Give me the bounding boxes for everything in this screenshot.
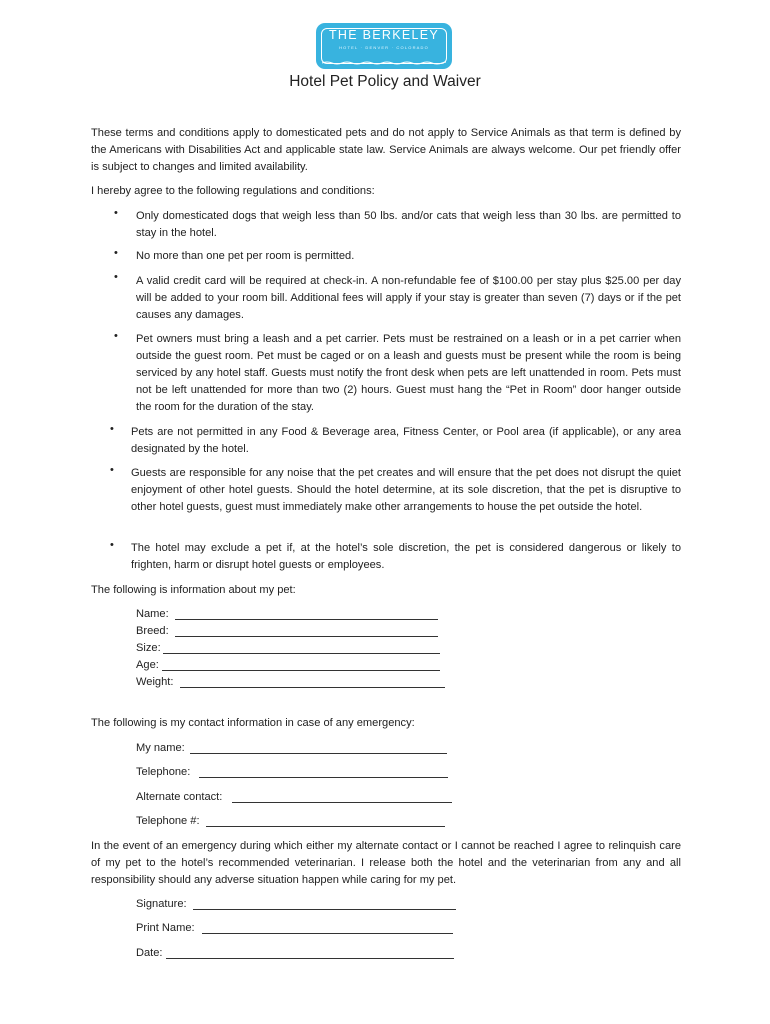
print-name-label: Print Name: (136, 922, 195, 934)
alternate-contact-field[interactable] (232, 802, 452, 803)
pet-weight-field[interactable] (180, 687, 445, 688)
pet-weight-label: Weight: (136, 676, 174, 688)
logo-name: THE BERKELEY (328, 28, 440, 42)
contact-info-heading: The following is my contact information in case of any emergency: (91, 717, 415, 729)
page-title: Hotel Pet Policy and Waiver (289, 73, 481, 90)
pet-size-label: Size: (136, 642, 161, 654)
hotel-logo (316, 23, 452, 69)
pet-info-heading: The following is information about my pet: (91, 584, 296, 596)
my-name-label: My name: (136, 742, 185, 754)
pet-name-field[interactable] (175, 619, 438, 620)
bullet-icon: • (110, 423, 114, 435)
pet-age-field[interactable] (162, 670, 440, 671)
date-field[interactable] (166, 958, 454, 959)
print-name-field[interactable] (202, 933, 453, 934)
bullet-icon: • (114, 330, 118, 342)
bullet-icon: • (110, 539, 114, 551)
agree-heading: I hereby agree to the following regulations and conditions: (91, 185, 375, 197)
pet-age-label: Age: (136, 659, 159, 671)
bullet-icon: • (114, 247, 118, 259)
intro-paragraph: These terms and conditions apply to domesticated pets and do not apply to Service Animals as that term is defined by the Americans with Disabilities Act and applicable state law. Service Animals are always welcome. Our pet friendly offer is subject to changes and limited availability. (91, 127, 681, 173)
pet-breed-field[interactable] (175, 636, 438, 637)
telephone-field[interactable] (199, 777, 448, 778)
rule-text: Pet owners must bring a leash and a pet carrier. Pets must be restrained on a leash or in a pet carrier when outside the guest room. Pet must be caged or on a leash and guests must be present while the room is being serviced by any hotel staff. Guests must notify the front desk when pets are left unattended in room. Pets must not be left unattended for more than two (2) hours. Guest must hang the “Pet in Room” door hanger outside the room for the duration of the stay. (136, 333, 681, 413)
telephone-label: Telephone: (136, 766, 191, 778)
alt-telephone-field[interactable] (206, 826, 445, 827)
rule-text: Guests are responsible for any noise that the pet creates and will ensure that the pet does not disrupt the quiet enjoyment of other hotel guests. Should the hotel determine, at its sole discretion, that the pet is disruptive to other hotel guests, guest must immediately make other arrangements to house the pet outside the hotel. (131, 467, 681, 513)
pet-breed-label: Breed: (136, 625, 169, 637)
emergency-paragraph: In the event of an emergency during which either my alternate contact or I cannot be reached I agree to relinquish care of my pet to the hotel’s recommended veterinarian. I release both the hotel and the veterinarian from any and all responsibility should any adverse situation happen while caring for my pet. (91, 840, 681, 886)
pet-size-field[interactable] (163, 653, 440, 654)
rule-text: The hotel may exclude a pet if, at the hotel’s sole discretion, the pet is considered dangerous or likely to frighten, harm or disrupt hotel guests or employees. (131, 542, 681, 571)
bullet-icon: • (114, 207, 118, 219)
rule-text: Only domesticated dogs that weigh less than 50 lbs. and/or cats that weigh less than 30 lbs. are permitted to stay in the hotel. (136, 210, 681, 239)
rule-text: A valid credit card will be required at check-in. A non-refundable fee of $100.00 per stay plus $25.00 per day will be added to your room bill. Additional fees will apply if your stay is greater than seven (7) days or if the pet causes any damages. (136, 275, 681, 321)
pet-name-label: Name: (136, 608, 169, 620)
wave-icon (322, 61, 446, 65)
bullet-icon: • (110, 464, 114, 476)
my-name-field[interactable] (190, 753, 447, 754)
date-label: Date: (136, 947, 163, 959)
signature-field[interactable] (193, 909, 456, 910)
logo-tagline: HOTEL · DENVER · COLORADO (339, 45, 429, 50)
alt-telephone-label: Telephone #: (136, 815, 200, 827)
rule-text: No more than one pet per room is permitted. (136, 250, 355, 262)
bullet-icon: • (114, 271, 118, 283)
alternate-contact-label: Alternate contact: (136, 791, 223, 803)
signature-label: Signature: (136, 898, 187, 910)
rule-text: Pets are not permitted in any Food & Beverage area, Fitness Center, or Pool area (if applicable), or any area designated by the hotel. (131, 426, 681, 455)
